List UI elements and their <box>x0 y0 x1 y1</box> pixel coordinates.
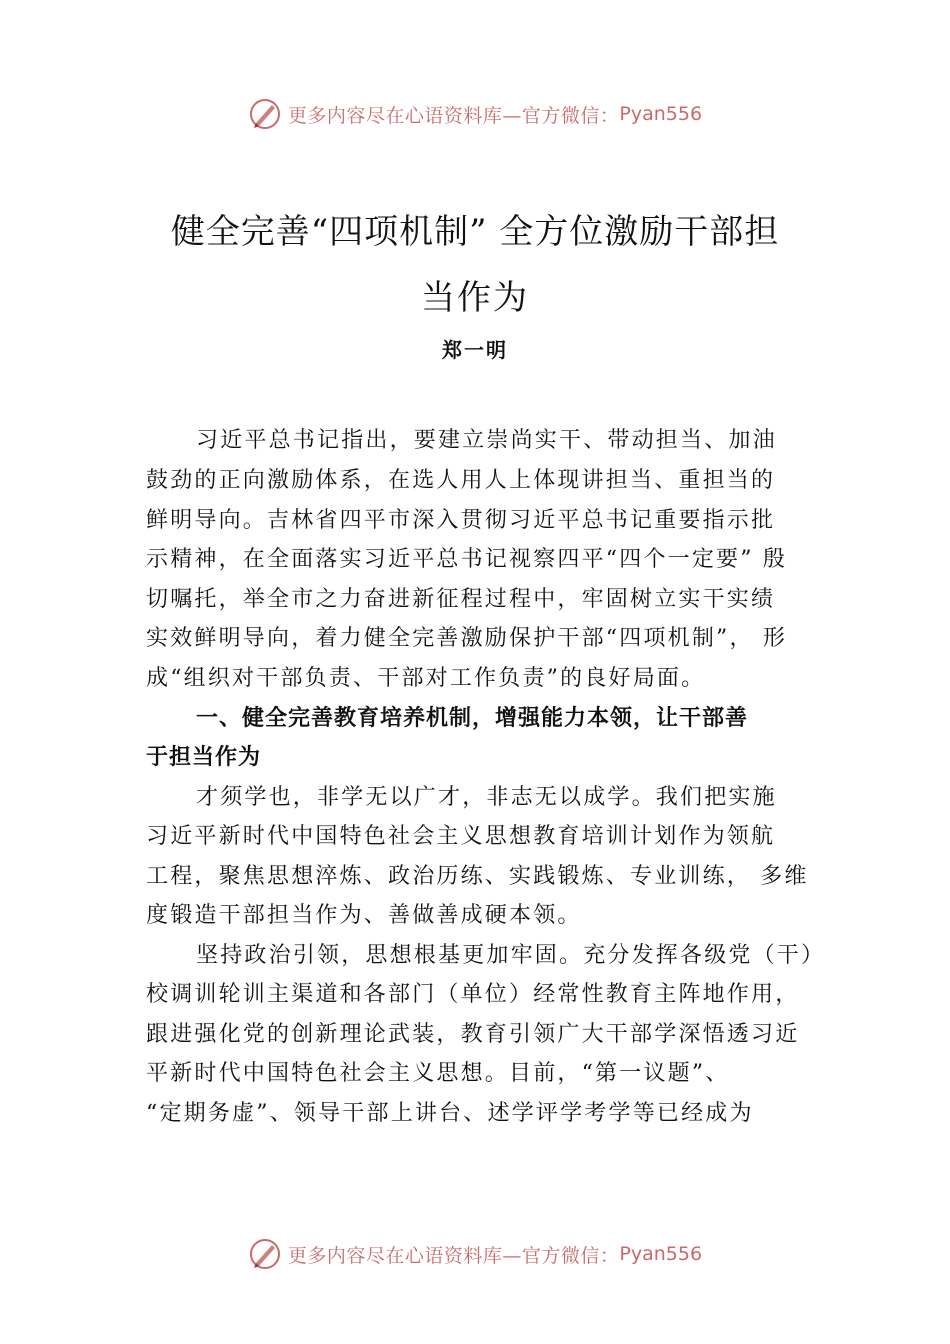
body-line: 度锻造干部担当作为、善做善成硬本领。 <box>146 903 582 928</box>
document-title-line-1: 健全完善“四项机制” 全方位激励干部担 <box>170 212 780 252</box>
section-heading-line-1: 一、健全完善教育培养机制，增强能力本领，让干部善 <box>196 706 749 731</box>
body-line: 工程，聚焦思想淬炼、政治历练、实践锻炼、专业训练， 多维 <box>146 864 809 889</box>
body-line: “定期务虚”、领导干部上讲台、述学评学考学等已经成为 <box>146 1101 754 1126</box>
document-title-line-2: 当作为 <box>421 278 529 318</box>
body-line: 校调训轮训主渠道和各部门（单位）经常性教育主阵地作用， <box>146 982 800 1007</box>
body-line: 示精神，在全面落实习近平总书记视察四平“四个一定要” 殷 <box>146 547 788 572</box>
document-author: 郑一明 <box>442 338 508 362</box>
watermark-text: 更多内容尽在心语资料库—官方微信： <box>287 1244 620 1267</box>
body-line: 习近平总书记指出，要建立崇尚实干、带动担当、加油 <box>196 428 777 453</box>
section-heading-line-2: 于担当作为 <box>146 745 262 770</box>
watermark-banner-bottom <box>0 1232 950 1276</box>
watermark-text: 更多内容尽在心语资料库—官方微信： <box>287 104 620 127</box>
body-line: 坚持政治引领，思想根基更加牢固。充分发挥各级党（干） <box>196 943 826 968</box>
pen-logo-icon <box>248 1237 282 1271</box>
body-line: 习近平新时代中国特色社会主义思想教育培训计划作为领航 <box>146 824 776 849</box>
watermark-banner-top <box>0 92 950 136</box>
body-line: 跟进强化党的创新理论武装，教育引领广大干部学深悟透习近 <box>146 1022 800 1047</box>
body-line: 才须学也，非学无以广才，非志无以成学。我们把实施 <box>196 785 777 810</box>
watermark-wechat-id: Pyan556 <box>619 1243 703 1265</box>
pen-logo-icon <box>248 97 282 131</box>
body-line: 平新时代中国特色社会主义思想。目前，“第一议题”、 <box>146 1061 730 1086</box>
body-line: 鲜明导向。吉林省四平市深入贯彻习近平总书记重要指示批 <box>146 508 776 533</box>
body-line: 实效鲜明导向，着力健全完善激励保护干部“四项机制”， 形 <box>146 626 788 651</box>
body-line: 成“组织对干部负责、干部对工作负责”的良好局面。 <box>146 666 706 691</box>
watermark-wechat-id: Pyan556 <box>619 103 703 125</box>
body-line: 鼓劲的正向激励体系，在选人用人上体现讲担当、重担当的 <box>146 468 776 493</box>
body-line: 切嘱托，举全市之力奋进新征程过程中，牢固树立实干实绩 <box>146 587 776 612</box>
